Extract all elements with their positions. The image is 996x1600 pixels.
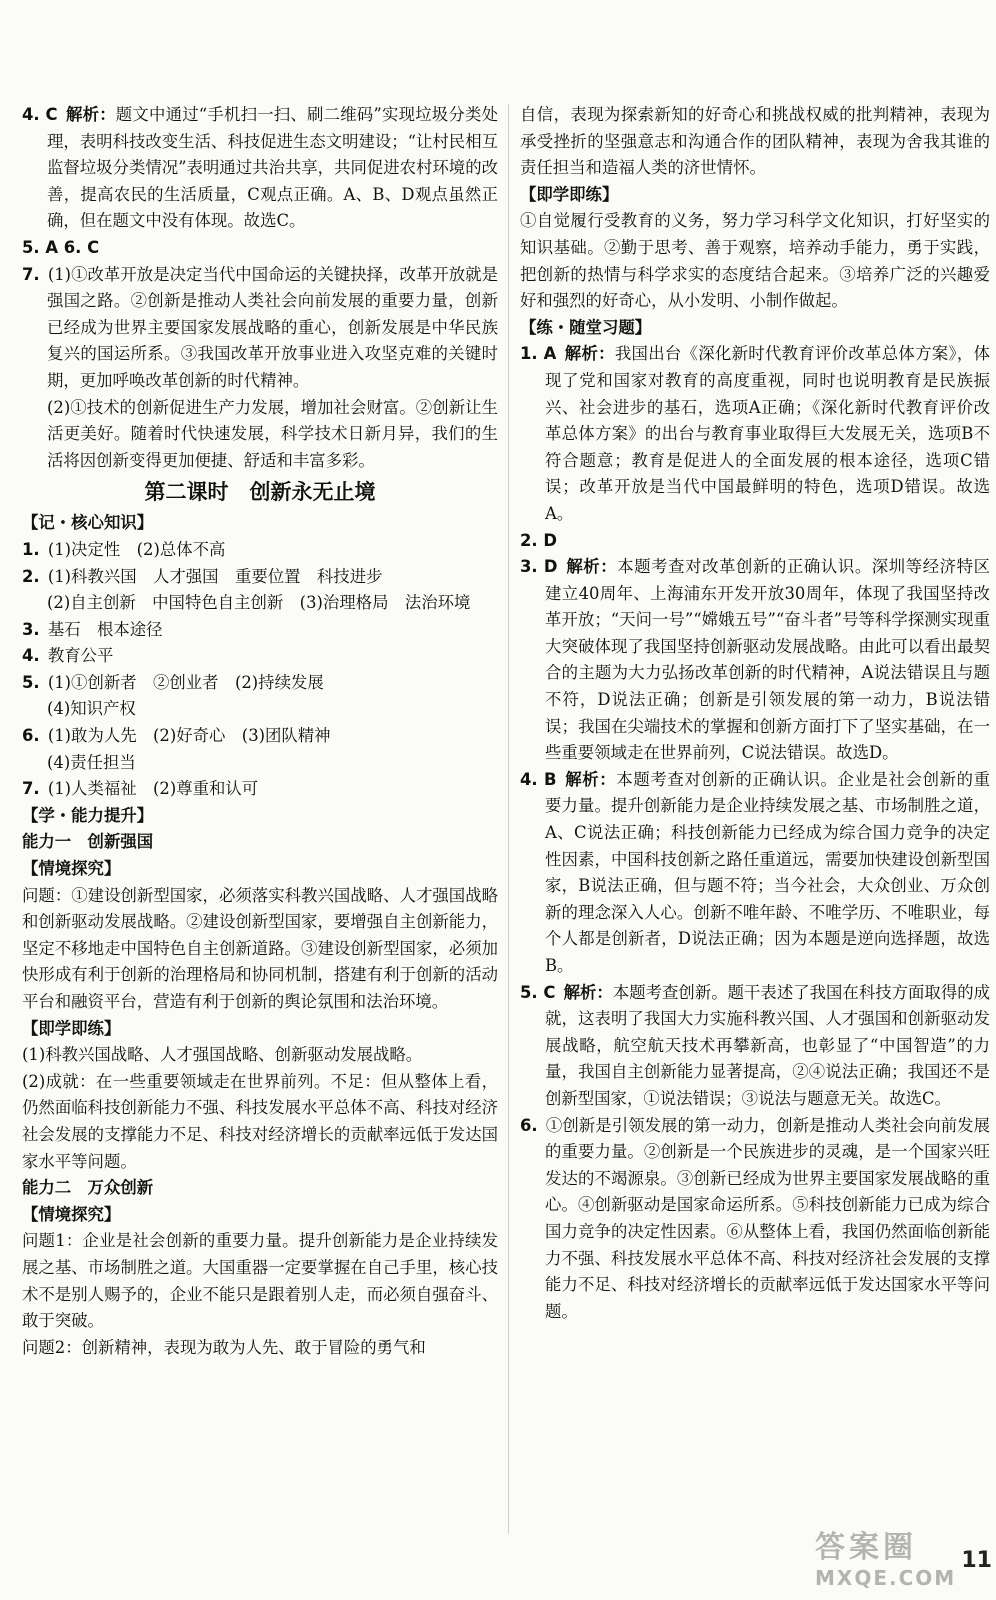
answer-text: 本题考查创新。题干表述了我国在科技方面取得的成就，这表明了我国大力实施科教兴国、人才强国和创新驱动发展战略，航空航天技术再攀新高，也彰显了“中国智造”的力量，我国自主创新能力显著提高，②④说法正确；我国还不是创新型国家，①说法错误；③说法与题意无关。故选C。 (545, 982, 991, 1108)
answer-text: 题文中通过“手机扫一扫、刷二维码”实现垃圾分类处理，表明科技改变生活、科技促进生态文明建设；“让村民相互监督垃圾分类情况”表明通过共治共享，共同促进农村环境的改善，提高农民的生活质量，C观点正确。A、B、D观点虽然正确，但在题文中没有体现。故选C。 (47, 105, 498, 231)
analysis-label: 解析： (564, 769, 617, 789)
paragraph (520, 102, 990, 182)
answer-text: (1)科教兴国战略、人才强国战略、创新驱动发展战略。 (22, 1045, 423, 1065)
analysis-label: 解析： (65, 105, 116, 124)
answer-text: (1)决定性 (2)总体不高 (47, 539, 226, 559)
answer-text: 问题：①建设创新型国家，必须落实科教兴国战略、人才强国战略和创新驱动发展战略。②建设创新型国家，要增强自主创新能力，坚定不移地走中国特色自主创新道路。③建设创新型国家，必须加快形成有利于创新的治理格局和协同机制，搭建有利于创新的活动平台和融资平台，营造有利于创新的舆论氛围和法治环境。 (22, 885, 498, 1011)
question-number: 1. (22, 539, 40, 559)
question-number: 4. C (22, 105, 58, 124)
answer-text: 我国出台《深化新时代教育评价改革总体方案》，体现了党和国家对教育的高度重视，同时也说明教育是民族振兴、社会进步的基石，选项A正确；《深化新时代教育评价改革总体方案》的出台与教育事业取得巨大发展无关，选项B不符合题意；教育是促进人的全面发展的根本途径，选项C错误；改革开放是当代中国最鲜明的特色，选项D错误。故选A。 (545, 344, 990, 523)
answer-item (22, 102, 498, 235)
column-divider (508, 104, 509, 1534)
answer-text: 本题考查对创新的正确认识。企业是社会创新的重要力量。提升创新能力是企业持续发展之基、市场制胜之道，A、C说法正确；科技创新能力已经成为综合国力竞争的决定性因素，中国科技创新之路任重道远，需要加快建设创新型国家，B说法正确，但与题不符；当今社会，大众创业、万众创新的理念深入人心。创新不唯年龄、不唯学历、不唯职业，每个人都是创新者，D说法正确；因为本题是逆向选择题，故选B。 (545, 769, 990, 975)
answer-text: 问题2：创新精神，表现为敢为人先、敢于冒险的勇气和 (22, 1337, 426, 1357)
watermark-title: 答案圈 (815, 1530, 917, 1565)
paragraph (22, 883, 498, 1016)
answer-item (22, 564, 498, 591)
answer-text: (1)科教兴国 人才强国 重要位置 科技进步 (47, 566, 383, 586)
answer-text: (2)自主创新 中国特色自主创新 (3)治理格局 法治环境 (47, 593, 471, 613)
answer-text: (4)责任担当 (47, 752, 136, 772)
question-number: 6. (520, 1115, 538, 1135)
section-heading: 【即学即练】 (22, 1018, 121, 1038)
question-number: 5. A 6. C (22, 237, 100, 257)
answer-text: 本题考查对改革创新的正确认识。深圳等经济特区建立40周年、上海浦东开发开放30周年，体现了我国坚持改革开放；“天问一号”“嫦娥五号”“奋斗者”号等科学探测实现重大突破体现了我国坚持创新驱动发展战略。由此可以看出最契合的主题为大力弘扬改革创新的时代精神，A说法错误且与题不符，D说法正确；创新是引领发展的第一动力，B说法错误；我国在尖端技术的掌握和创新方面打下了坚实基础，在一些重要领域走在世界前列，C说法错误。故选D。 (545, 557, 991, 763)
question-number: 1. A (520, 344, 557, 364)
question-number: 6. (22, 726, 40, 746)
analysis-label: 解析： (565, 557, 618, 577)
paragraph (22, 750, 498, 777)
answer-text: (2)①技术的创新促进生产力发展，增加社会财富。②创新让生活更美好。随着时代快速发展，科学技术日新月异，我们的生活将因创新变得更加便捷、舒适和丰富多彩。 (47, 397, 498, 470)
question-number: 5. (22, 672, 40, 692)
answer-item (22, 262, 498, 395)
lesson-title: 第二课时 创新永无止境 (144, 480, 376, 505)
question-number: 4. B (520, 769, 557, 789)
page-number: 11 (961, 1548, 992, 1573)
answer-item (22, 670, 498, 697)
answer-text: 问题1：企业是社会创新的重要力量。提升创新能力是企业持续发展之基、市场制胜之道。大国重器一定要掌握在自己手里，核心技术不是别人赐予的，企业不能只是跟着别人走，而必须自强奋斗、敢于突破。 (22, 1231, 498, 1331)
watermark-logo (815, 1522, 965, 1592)
answer-item (520, 528, 990, 555)
section-heading: 【记・核心知识】 (22, 513, 154, 533)
answer-text: ①创新是引领发展的第一动力，创新是推动人类社会向前发展的重要力量。②创新是一个民族进步的灵魂，是一个国家兴旺发达的不竭源泉。③创新已经成为世界主要国家发展战略的重心。④创新驱动是国家命运所系。⑤科技创新能力已成为综合国力竞争的决定性因素。⑥从整体上看，我国仍然面临创新能力不强、科技发展水平总体不高、科技对经济社会发展的支撑能力不足、科技对经济增长的贡献率远低于发达国家水平等问题。 (545, 1115, 990, 1321)
section-heading: 【情境探究】 (22, 859, 121, 879)
ability-heading: 能力一 创新强国 (22, 832, 154, 852)
answer-text: (1)①创新者 ②创业者 (2)持续发展 (47, 672, 324, 692)
section-heading: 【练・随堂习题】 (520, 317, 652, 337)
section-heading: 【学・能力提升】 (22, 805, 154, 825)
right-column (520, 102, 990, 1325)
paragraph (22, 1042, 498, 1069)
answer-item (22, 776, 498, 803)
answer-text: (2)成就：在一些重要领域走在世界前列。不足：但从整体上看，仍然面临科技创新能力不强、科技发展水平总体不高、科技对经济社会发展的支撑能力不足、科技对经济增长的贡献率远低于发达国家水平等问题。 (22, 1071, 498, 1171)
question-number: 3. (22, 619, 40, 639)
answer-item (22, 537, 498, 564)
ability-heading: 能力二 万众创新 (22, 1178, 154, 1198)
paragraph (22, 1228, 498, 1334)
answer-text: 基石 根本途径 (47, 619, 163, 639)
analysis-label: 解析： (563, 982, 613, 1002)
question-number: 3. D (520, 557, 558, 577)
answer-item (22, 617, 498, 644)
question-number: 4. (22, 646, 40, 666)
answer-item (22, 723, 498, 750)
answer-item (520, 980, 990, 1113)
answer-text: (4)知识产权 (47, 699, 136, 719)
answer-item (520, 1113, 990, 1326)
answer-item (520, 554, 990, 767)
answer-item (22, 643, 498, 670)
answer-text: ①自觉履行受教育的义务，努力学习科学文化知识，打好坚实的知识基础。②勤于思考、善于观察，培养动手能力，勇于实践，把创新的热情与科学求实的态度结合起来。③培养广泛的兴趣爱好和强烈的好奇心，从小发明、小制作做起。 (520, 211, 990, 311)
paragraph (22, 1335, 498, 1362)
answer-item (520, 341, 990, 527)
question-number: 5. C (520, 982, 556, 1002)
answer-text: (1)①改革开放是决定当代中国命运的关键抉择，改革开放就是强国之路。②创新是推动人类社会向前发展的重要力量，创新已经成为世界主要国家发展战略的重心，创新发展是中华民族复兴的国运所系。③我国改革开放事业进入攻坚克难的关键时期，更加呼唤改革创新的时代精神。 (47, 264, 498, 390)
question-number: 7. (22, 779, 40, 799)
answer-text: 自信，表现为探索新知的好奇心和挑战权威的批判精神，表现为承受挫折的坚强意志和沟通合作的团队精神，表现为舍我其谁的责任担当和造福人类的济世情怀。 (520, 105, 990, 178)
answer-item (520, 767, 990, 980)
paragraph (22, 696, 498, 723)
section-heading: 【情境探究】 (22, 1204, 121, 1224)
paragraph (22, 590, 498, 617)
analysis-label: 解析： (564, 344, 615, 364)
paragraph (22, 395, 498, 475)
answer-text: (1)敢为人先 (2)好奇心 (3)团队精神 (47, 726, 331, 746)
question-number: 7. (22, 264, 40, 284)
question-number: 2. (22, 566, 40, 586)
left-column (22, 102, 498, 1361)
paragraph (22, 1069, 498, 1175)
paragraph (520, 208, 990, 314)
answer-text: 教育公平 (47, 646, 114, 666)
watermark-url: MXQE.COM (815, 1566, 957, 1590)
question-number: 2. D (520, 530, 557, 550)
answer-item (22, 235, 498, 262)
answer-text: (1)人类福祉 (2)尊重和认可 (47, 779, 259, 799)
section-heading: 【即学即练】 (520, 184, 619, 204)
